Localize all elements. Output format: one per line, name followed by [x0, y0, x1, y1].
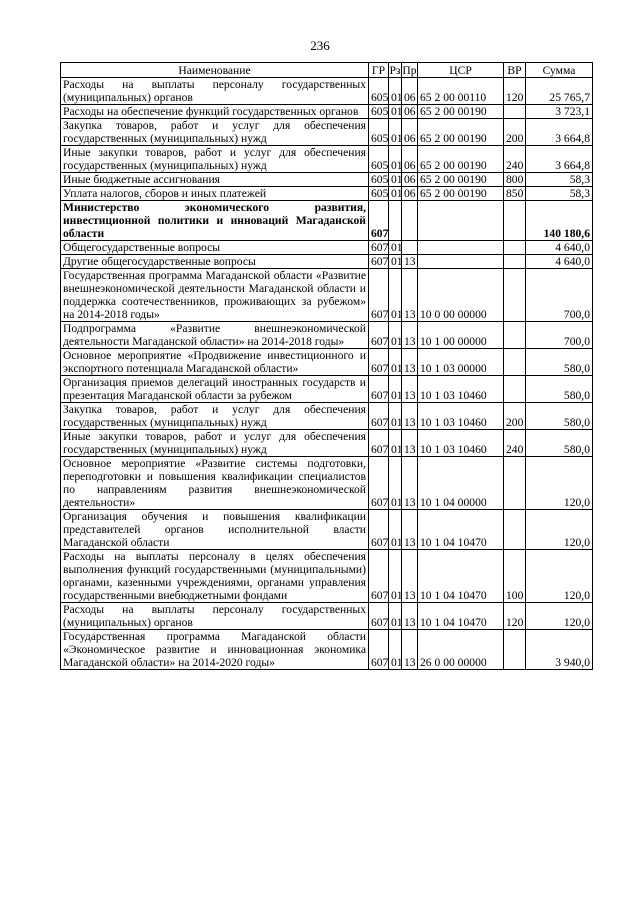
row-vr: 120 [504, 603, 526, 630]
row-name: Организация приемов делегаций иностранных государств и презентация Магаданской области за рубежом [61, 376, 369, 403]
table-row [61, 269, 593, 322]
row-vr [504, 510, 526, 550]
row-vr [504, 255, 526, 269]
row-pr: 06 [402, 173, 418, 187]
row-vr: 100 [504, 550, 526, 603]
row-gr: 607 [369, 201, 389, 241]
header-vr: ВР [504, 63, 526, 78]
row-csr: 10 1 00 00000 [418, 322, 504, 349]
row-rz: 01 [389, 322, 402, 349]
row-sum: 580,0 [526, 349, 593, 376]
row-vr: 240 [504, 430, 526, 457]
row-rz: 01 [389, 255, 402, 269]
row-rz: 01 [389, 349, 402, 376]
row-vr [504, 105, 526, 119]
row-vr [504, 630, 526, 670]
row-gr: 605 [369, 78, 389, 105]
row-vr [504, 269, 526, 322]
row-csr: 65 2 00 00190 [418, 146, 504, 173]
row-vr [504, 201, 526, 241]
row-name: Иные бюджетные ассигнования [61, 173, 369, 187]
row-name: Министерство экономического развития, инвестиционной политики и инноваций Магаданской области [61, 201, 369, 241]
row-pr: 13 [402, 630, 418, 670]
row-rz: 01 [389, 457, 402, 510]
table-row [61, 550, 593, 603]
row-pr: 13 [402, 349, 418, 376]
row-csr: 26 0 00 00000 [418, 630, 504, 670]
row-rz: 01 [389, 403, 402, 430]
row-pr: 13 [402, 255, 418, 269]
row-csr: 10 1 03 10460 [418, 430, 504, 457]
row-gr: 607 [369, 457, 389, 510]
row-pr: 13 [402, 457, 418, 510]
header-gr: ГР [369, 63, 389, 78]
row-pr: 13 [402, 322, 418, 349]
header-sum: Сумма [526, 63, 593, 78]
table-row [61, 430, 593, 457]
row-rz: 01 [389, 603, 402, 630]
row-name: Расходы на обеспечение функций государственных органов [61, 105, 369, 119]
header-rz: Рз [389, 63, 401, 77]
table-row [61, 187, 593, 201]
row-csr: 65 2 00 00190 [418, 187, 504, 201]
row-rz: 01 [389, 376, 402, 403]
row-gr: 605 [369, 187, 389, 201]
row-sum: 58,3 [526, 173, 593, 187]
row-vr [504, 241, 526, 255]
row-vr: 800 [504, 173, 526, 187]
row-sum: 700,0 [526, 322, 593, 349]
row-name: Общегосударственные вопросы [61, 241, 369, 255]
row-name: Подпрограмма «Развитие внешнеэкономической деятельности Магаданской области» на 2014-2018 годы» [61, 322, 369, 349]
row-rz: 01 [389, 550, 402, 603]
table-row [61, 173, 593, 187]
row-pr: 06 [402, 146, 418, 173]
row-csr: 65 2 00 00190 [418, 173, 504, 187]
row-gr: 607 [369, 430, 389, 457]
row-gr: 607 [369, 241, 389, 255]
table-row [61, 457, 593, 510]
row-pr: 13 [402, 403, 418, 430]
row-csr: 10 1 03 10460 [418, 403, 504, 430]
row-gr: 607 [369, 630, 389, 670]
row-sum: 4 640,0 [526, 255, 593, 269]
row-csr: 10 1 04 00000 [418, 457, 504, 510]
row-sum: 700,0 [526, 269, 593, 322]
row-vr [504, 376, 526, 403]
row-pr: 13 [402, 376, 418, 403]
table-row [61, 376, 593, 403]
row-pr: 13 [402, 603, 418, 630]
row-vr: 850 [504, 187, 526, 201]
row-name: Расходы на выплаты персоналу в целях обеспечения выполнения функций государственными (муниципальными) органами, казенными учреждениями, органами управления государственными внебюджетными фондами [61, 550, 369, 603]
table-row [61, 146, 593, 173]
row-rz: 01 [389, 510, 402, 550]
row-gr: 607 [369, 255, 389, 269]
row-gr: 607 [369, 349, 389, 376]
row-gr: 607 [369, 376, 389, 403]
header-pr: Пр [402, 63, 417, 77]
row-sum: 3 664,8 [526, 119, 593, 146]
row-vr: 240 [504, 146, 526, 173]
row-csr: 10 1 04 10470 [418, 510, 504, 550]
table-row [61, 201, 593, 241]
row-vr [504, 457, 526, 510]
row-rz [389, 201, 402, 241]
row-sum: 120,0 [526, 550, 593, 603]
table-row [61, 603, 593, 630]
row-gr: 605 [369, 146, 389, 173]
table-row [61, 322, 593, 349]
row-name: Уплата налогов, сборов и иных платежей [61, 187, 369, 201]
row-sum: 580,0 [526, 403, 593, 430]
row-rz: 01 [389, 105, 402, 119]
row-name: Иные закупки товаров, работ и услуг для обеспечения государственных (муниципальных) нужд [61, 146, 369, 173]
budget-table [60, 62, 593, 670]
row-pr: 06 [402, 105, 418, 119]
row-rz: 01 [389, 241, 402, 255]
row-vr: 200 [504, 403, 526, 430]
row-name: Государственная программа Магаданской области «Экономическое развитие и инновационная экономика Магаданской области» на 2014-2020 годы» [61, 630, 369, 670]
row-pr: 06 [402, 119, 418, 146]
table-row [61, 630, 593, 670]
row-name: Закупка товаров, работ и услуг для обеспечения государственных (муниципальных) нужд [61, 119, 369, 146]
row-gr: 607 [369, 403, 389, 430]
row-pr: 13 [402, 430, 418, 457]
row-sum: 3 664,8 [526, 146, 593, 173]
row-csr: 65 2 00 00190 [418, 119, 504, 146]
row-csr: 10 1 03 00000 [418, 349, 504, 376]
row-csr: 10 0 00 00000 [418, 269, 504, 322]
row-csr: 65 2 00 00110 [418, 78, 504, 105]
row-name: Основное мероприятие «Продвижение инвестиционного и экспортного потенциала Магаданской области» [61, 349, 369, 376]
row-pr: 06 [402, 78, 418, 105]
row-gr: 607 [369, 322, 389, 349]
page-number: 236 [310, 38, 330, 53]
row-pr: 13 [402, 550, 418, 603]
row-vr [504, 349, 526, 376]
table-row [61, 241, 593, 255]
row-pr [402, 241, 418, 255]
row-rz: 01 [389, 630, 402, 670]
table-row [61, 403, 593, 430]
row-csr [418, 241, 504, 255]
row-sum: 120,0 [526, 510, 593, 550]
row-csr: 10 1 04 10470 [418, 603, 504, 630]
row-sum: 120,0 [526, 603, 593, 630]
row-sum: 580,0 [526, 430, 593, 457]
row-sum: 3 723,1 [526, 105, 593, 119]
row-rz: 01 [389, 173, 402, 187]
row-name: Иные закупки товаров, работ и услуг для обеспечения государственных (муниципальных) нужд [61, 430, 369, 457]
row-gr: 607 [369, 603, 389, 630]
row-sum: 58,3 [526, 187, 593, 201]
row-name: Организация обучения и повышения квалификации представителей органов исполнительной власти Магаданской области [61, 510, 369, 550]
table-row [61, 349, 593, 376]
row-csr: 10 1 03 10460 [418, 376, 504, 403]
table-row [61, 510, 593, 550]
row-vr: 120 [504, 78, 526, 105]
row-vr [504, 322, 526, 349]
row-vr: 200 [504, 119, 526, 146]
row-sum: 3 940,0 [526, 630, 593, 670]
table-header-row [61, 63, 593, 78]
row-gr: 605 [369, 105, 389, 119]
row-gr: 607 [369, 550, 389, 603]
table-row [61, 255, 593, 269]
row-name: Расходы на выплаты персоналу государственных (муниципальных) органов [61, 603, 369, 630]
row-rz: 01 [389, 269, 402, 322]
table-row [61, 78, 593, 105]
row-csr [418, 201, 504, 241]
row-sum: 580,0 [526, 376, 593, 403]
row-pr: 06 [402, 187, 418, 201]
row-pr: 13 [402, 269, 418, 322]
row-csr: 65 2 00 00190 [418, 105, 504, 119]
row-name: Другие общегосударственные вопросы [61, 255, 369, 269]
row-name: Основное мероприятие «Развитие системы подготовки, переподготовки и повышения квалификации специалистов по направлениям развития внешнеэкономической деятельности» [61, 457, 369, 510]
row-gr: 607 [369, 269, 389, 322]
row-gr: 607 [369, 510, 389, 550]
row-sum: 25 765,7 [526, 78, 593, 105]
table-row [61, 119, 593, 146]
row-pr [402, 201, 418, 241]
row-gr: 605 [369, 173, 389, 187]
row-csr [418, 255, 504, 269]
row-rz: 01 [389, 78, 402, 105]
row-csr: 10 1 04 10470 [418, 550, 504, 603]
row-gr: 605 [369, 119, 389, 146]
row-sum: 4 640,0 [526, 241, 593, 255]
row-rz: 01 [389, 146, 402, 173]
row-sum: 120,0 [526, 457, 593, 510]
header-name: Наименование [61, 63, 369, 78]
row-sum: 140 180,6 [526, 201, 593, 241]
row-name: Закупка товаров, работ и услуг для обеспечения государственных (муниципальных) нужд [61, 403, 369, 430]
row-pr: 13 [402, 510, 418, 550]
row-rz: 01 [389, 430, 402, 457]
row-rz: 01 [389, 119, 402, 146]
row-rz: 01 [389, 187, 402, 201]
header-csr: ЦСР [418, 63, 504, 78]
table-row [61, 105, 593, 119]
row-name: Расходы на выплаты персоналу государственных (муниципальных) органов [61, 78, 369, 105]
row-name: Государственная программа Магаданской области «Развитие внешнеэкономической деятельности Магаданской области и поддержка соотечественников, проживающих за рубежом» на 2014-2018 годы» [61, 269, 369, 322]
